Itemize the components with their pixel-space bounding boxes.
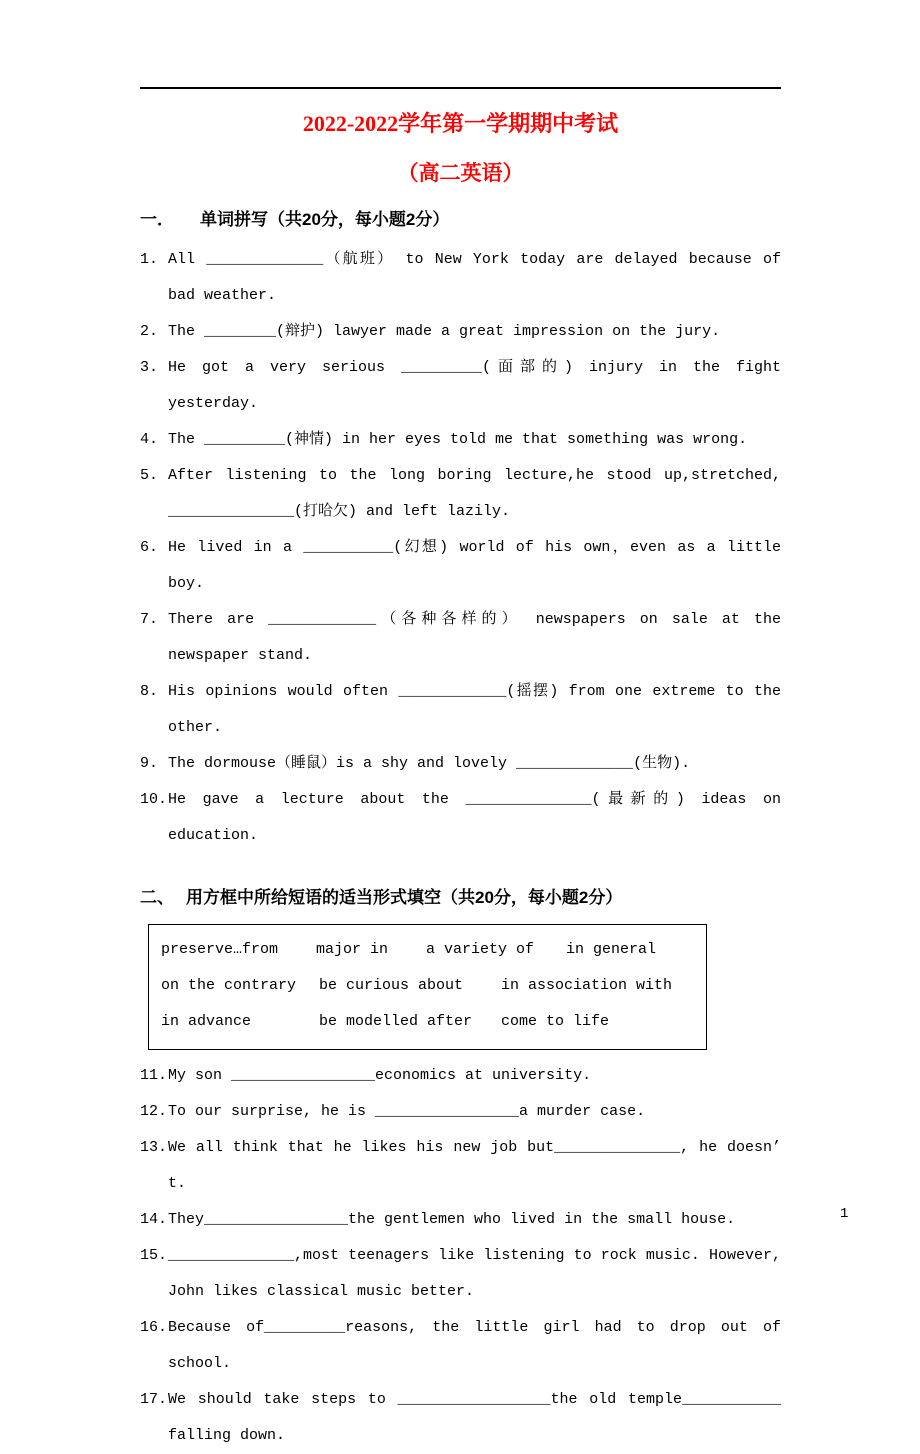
question-text: He gave a lecture about the ______________(最新的) ideas on education. [168,791,781,844]
phrase: in advance [161,1013,252,1030]
section1-items [140,242,781,854]
question-number: 1. [140,251,159,268]
question-item [140,530,781,602]
question-text: We all think that he likes his new job but______________, he doesn’ t. [168,1139,781,1192]
section1-heading-text: 单词拼写（共20分，每小题2分） [200,210,450,229]
question-text: After listening to the long boring lecture,he stood up,stretched, ______________(打哈欠) and left lazily. [168,467,781,520]
question-item [140,350,781,422]
exam-subtitle: （高二英语） [397,161,524,185]
question-text: The ________(辩护) lawyer made a great impression on the jury. [168,323,721,340]
question-item [140,314,781,350]
phrase: major in [316,941,389,958]
exam-page [140,87,781,1454]
question-text: He got a very serious _________(面部的) injury in the fight yesterday. [168,359,781,412]
question-number: 12. [140,1103,168,1120]
exam-title: 2022-2022学年第一学期期中考试 [302,111,619,136]
question-text: His opinions would often ____________(摇摆) from one extreme to the other. [168,683,781,736]
question-number: 5. [140,467,159,484]
question-number: 16. [140,1319,168,1336]
question-item [140,458,781,530]
phrase: come to life [501,1013,610,1030]
question-item [140,746,781,782]
phrase-box [148,924,707,1050]
question-text: Because of_________reasons, the little girl had to drop out of school. [168,1319,781,1372]
question-text: They________________the gentlemen who lived in the small house. [168,1211,736,1228]
question-item [140,1058,781,1094]
header-rule [140,87,781,89]
phrase-box-row [161,932,706,968]
phrase-box-row [161,1004,706,1040]
question-number: 15. [140,1247,168,1264]
section1-heading [140,208,781,232]
phrase: preserve…from [161,941,279,958]
question-text: He lived in a __________(幻想) world of his own，even as a little boy. [168,539,781,592]
phrase: a variety of [426,941,535,958]
page-number: 1 [840,1206,849,1222]
question-item [140,1094,781,1130]
section2-heading-text: 用方框中所给短语的适当形式填空（共20分，每小题2分） [186,888,623,907]
question-text: The dormouse（睡鼠）is a shy and lovely _____________(生物). [168,755,691,772]
question-item [140,1382,781,1454]
question-text: To our surprise, he is ________________a murder case. [168,1103,646,1120]
phrase: be modelled after [319,1013,473,1030]
question-number: 10. [140,791,168,808]
phrase: in general [566,941,657,958]
question-item [140,602,781,674]
question-item [140,674,781,746]
question-item [140,242,781,314]
question-text: The _________(神情) in her eyes told me that something was wrong. [168,431,748,448]
phrase: in association with [501,977,673,994]
question-item [140,422,781,458]
question-text: All _____________（航班） to New York today are delayed because of bad weather. [168,251,781,304]
question-number: 9. [140,755,159,772]
question-text: There are ____________（各种各样的） newspapers on sale at the newspaper stand. [168,611,781,664]
question-number: 14. [140,1211,168,1228]
question-item [140,782,781,854]
question-number: 7. [140,611,159,628]
section2-number: 二、 [140,888,174,907]
section2-items [140,1058,781,1454]
question-number: 11. [140,1067,168,1084]
section2-heading [140,886,781,910]
question-number: 17. [140,1391,168,1408]
phrase-box-row [161,968,706,1004]
phrase: on the contrary [161,977,297,994]
question-text: ______________,most teenagers like listening to rock music. However, John likes classical music better. [168,1247,781,1300]
question-text: We should take steps to _________________the old temple___________ falling down. [168,1391,781,1444]
question-item [140,1202,781,1238]
question-item [140,1130,781,1202]
question-item [140,1310,781,1382]
question-number: 2. [140,323,159,340]
question-number: 4. [140,431,159,448]
phrase: be curious about [319,977,464,994]
question-number: 13. [140,1139,168,1156]
question-item [140,1238,781,1310]
question-number: 3. [140,359,159,376]
question-number: 8. [140,683,159,700]
question-text: My son ________________economics at university. [168,1067,592,1084]
question-number: 6. [140,539,159,556]
section1-number: 一． [140,210,174,229]
